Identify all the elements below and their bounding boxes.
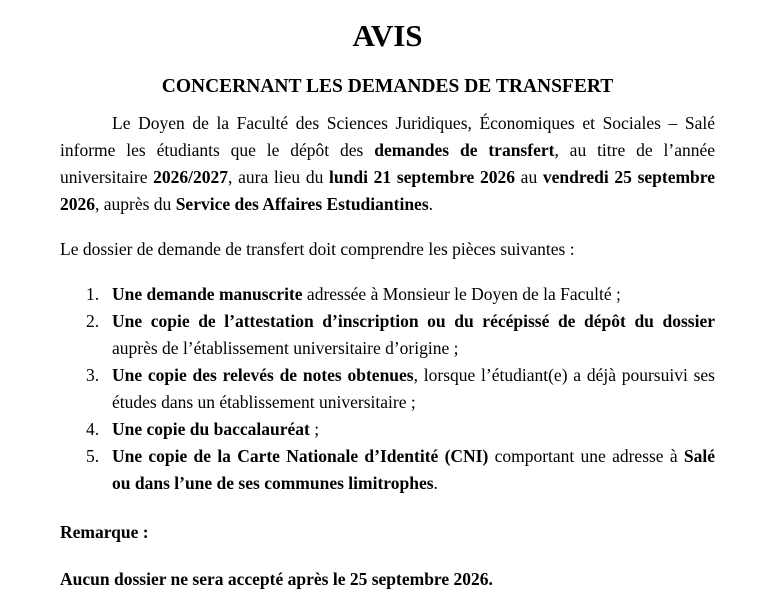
list-item-text: ; xyxy=(309,419,320,439)
announcement-bold-start-date: lundi 21 septembre 2026 xyxy=(329,167,515,187)
notice-document xyxy=(60,14,715,593)
announcement-bold-transfer: demandes de transfert xyxy=(374,140,555,160)
announcement-text-4: au xyxy=(514,167,543,187)
list-item-bold: Une copie de la Carte Nationale d’Identité (CNI) xyxy=(112,446,489,466)
announcement-text-6: . xyxy=(428,194,434,214)
announcement-bold-year: 2026/2027 xyxy=(153,167,229,187)
list-item xyxy=(60,308,715,362)
required-documents-list xyxy=(60,281,715,497)
page-subtitle: CONCERNANT LES DEMANDES DE TRANSFERT xyxy=(161,76,614,97)
dossier-intro: Le dossier de demande de transfert doit comprendre les pièces suivantes : xyxy=(60,239,575,259)
page-title: AVIS xyxy=(352,18,423,53)
announcement-text-2: , au titre de l’année universitaire xyxy=(60,140,716,187)
list-item-bold: Une copie du baccalauréat xyxy=(112,419,310,439)
list-item-number: 1. xyxy=(86,284,100,304)
list-item-text: auprès de l’établissement universitaire d’origine ; xyxy=(112,338,459,358)
list-item-text: adressée à Monsieur le Doyen de la Faculté ; xyxy=(302,284,621,304)
list-item-bold: Une copie de l’attestation d’inscription ou du récépissé de dépôt du dossier xyxy=(112,311,715,331)
list-item-number: 2. xyxy=(86,311,100,331)
list-item-number: 3. xyxy=(86,365,100,385)
remark-text: Aucun dossier ne sera accepté après le 25 septembre 2026. xyxy=(60,569,493,589)
announcement-paragraph xyxy=(60,110,715,218)
list-item xyxy=(60,416,715,443)
list-item-text-end: . xyxy=(433,473,438,493)
list-item xyxy=(60,281,715,308)
list-item-text: comportant une adresse à xyxy=(488,446,684,466)
announcement-text-1: Le Doyen de la Faculté des Sciences Juridiques, Économiques et Sociales – Salé informe les étudiants que le dépôt des xyxy=(60,113,715,160)
remark-label: Remarque : xyxy=(60,522,149,542)
list-item-bold-address: Salé ou dans l’une de ses communes limitrophes xyxy=(112,446,715,493)
list-item xyxy=(60,362,715,416)
announcement-text-5: , auprès du xyxy=(95,194,176,214)
list-item-number: 5. xyxy=(86,446,100,466)
list-item-text: , lorsque l’étudiant(e) a déjà poursuivi ses études dans un établissement universitaire ; xyxy=(112,365,715,412)
list-item xyxy=(60,443,715,497)
announcement-bold-service: Service des Affaires Estudiantines xyxy=(175,194,429,214)
list-item-number: 4. xyxy=(86,419,100,439)
list-item-bold: Une demande manuscrite xyxy=(112,284,303,304)
list-item-bold: Une copie des relevés de notes obtenues xyxy=(112,365,414,385)
announcement-text-3: , aura lieu du xyxy=(228,167,330,187)
announcement-bold-end-date: vendredi 25 septembre 2026 xyxy=(60,167,716,214)
